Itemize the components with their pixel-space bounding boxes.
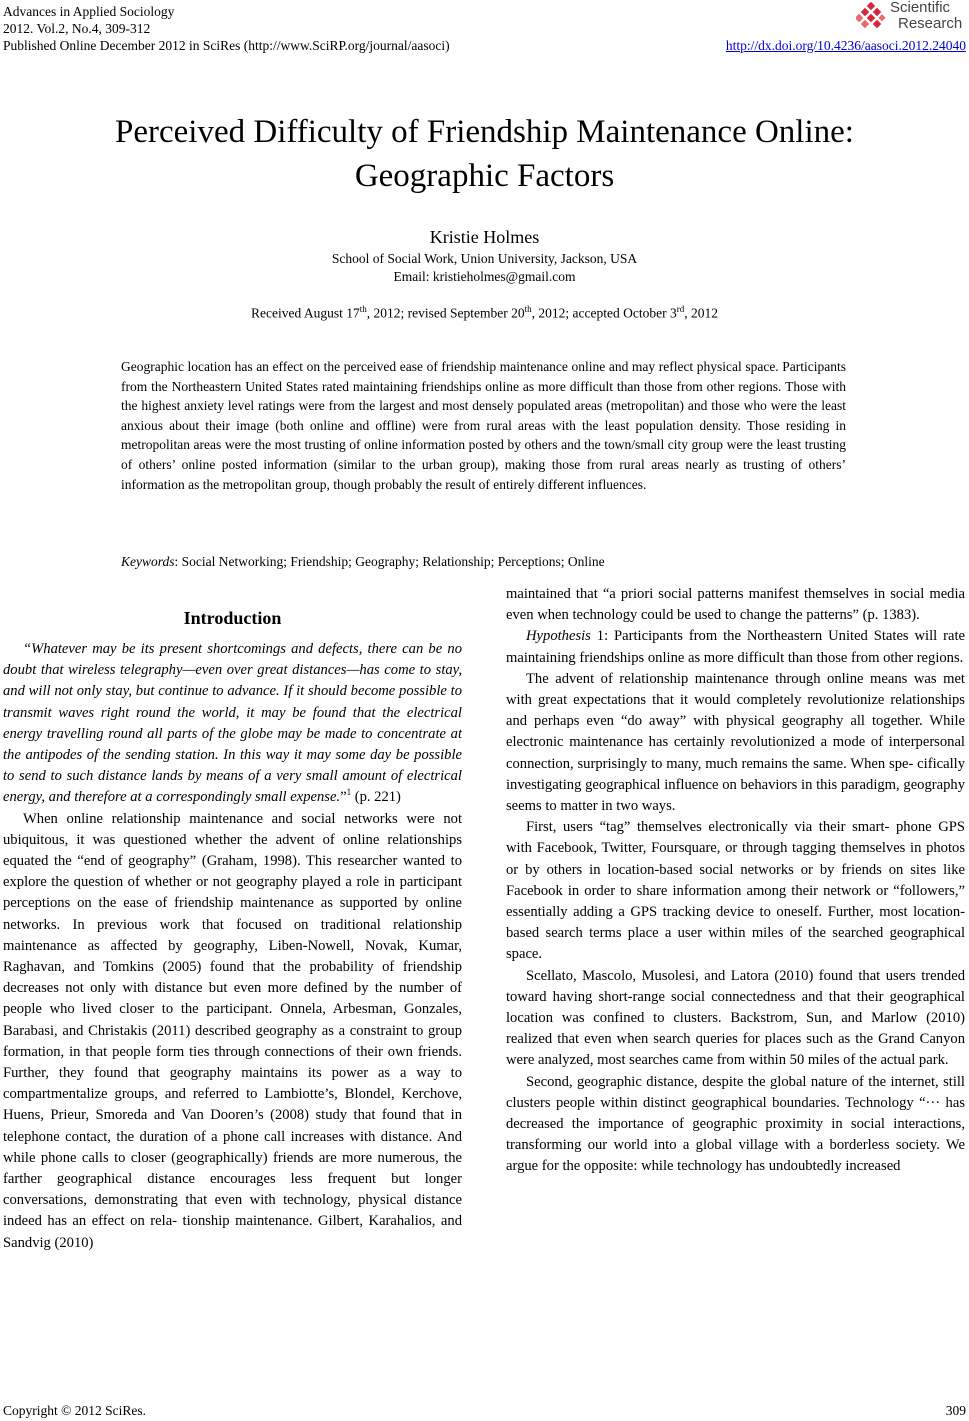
logo-text-line1: Scientific bbox=[890, 0, 951, 16]
journal-published: Published Online December 2012 in SciRes (http://www.SciRP.org/journal/aasoci) bbox=[3, 38, 450, 53]
section-heading-introduction: Introduction bbox=[183, 608, 282, 628]
left-column bbox=[3, 607, 462, 1254]
right-column bbox=[506, 584, 965, 1178]
body-paragraph: When online relationship maintenance and social networks were not ubiquitous, it was questioned whether the advent of online relationships equated the “end of geography” (Graham, 1998). This researcher wanted to explore the question of whether or not geography played a role in participant perceptions on the ease of friendship maintenance as supported by online networks. In previous work that focused on traditional relationship maintenance as affected by geography, Liben-Nowell, Novak, Kumar, Raghavan, and Tomkins (2005) found that the probability of friendship decreases not only with distance but even more defined by the number of people who lived closer to the participant. Onnela, Arbesman, Gonzales, Barabasi, and Christakis (2011) described geography as a constraint to group formation, in that people form ties through connections of their own friends. Further, they found that geography maintains its power as a way to compartmentalize groups, and referred to Lambiotte’s, Blondel, Kerchove, Huens, Prieur, Smoreda and Van Dooren’s (2008) study that found that in telephone contact, the duration of a phone call increases with distance. And while phone calls to closer (geographically) friends are more numerous, the farther geographical distance encourages less frequent but longer conversations, demonstrating that even with technology, physical distance indeed has an effect on rela- tionship maintenance. Gilbert, Karahalios, and Sandvig (2010) bbox=[3, 810, 462, 1251]
doi-link[interactable]: http://dx.doi.org/10.4236/aasoci.2012.24040 bbox=[725, 38, 966, 53]
body-paragraph: Scellato, Mascolo, Musolesi, and Latora (2010) found that users trended toward having short-range social connectedness and that their geographical location was confined to clusters. Backstrom, Sun, and Marlow (2010) realized that even when search queries for places such as the Grand Canyon were analyzed, most searches came from within 50 miles of the actual park. bbox=[506, 967, 965, 1069]
body-paragraph: Second, geographic distance, despite the global nature of the internet, still clusters people within distinct geographical boundaries. Technology “··· has decreased the importance of geographic proximity in social interactions, transforming our world into a global village with a borderless society. We argue for the opposite: while technology has undoubtedly increased bbox=[506, 1073, 965, 1175]
journal-header bbox=[3, 3, 450, 54]
paper-title bbox=[0, 110, 969, 198]
author-name: Kristie Holmes bbox=[429, 227, 540, 247]
body-paragraph: First, users “tag” themselves electronically via their smart- phone GPS with Facebook, Twitter, Foursquare, or through tagging themselves in photos or by others in location-based social networks or by friends on sites like Facebook in order to share information among their network or “followers,” essentially adding a GPS tracking device to oneself. Further, most location-based search terms place a user within miles of the searched geographical space. bbox=[506, 819, 965, 963]
logo-text-line2: Research bbox=[898, 15, 963, 32]
body-paragraph: The advent of relationship maintenance through online means was met with great expectations that it would completely revolutionize relationships and perhaps even “do away” with physical geography all together. While electronic maintenance has certainly revolutionized a mode of interpersonal connection, surprisingly to many, much remains the same. When spe- cifically investigating geographical influence on behaviors in this paradigm, geography seems to matter in two ways. bbox=[506, 670, 965, 815]
author-email: Email: kristieholmes@gmail.com bbox=[393, 269, 576, 284]
page-number: 309 bbox=[945, 1403, 966, 1418]
submission-dates: Received August 17th, 2012; revised September 20th, 2012; accepted October 3rd, 2012 bbox=[251, 304, 718, 321]
keywords-label: Keywords bbox=[121, 554, 175, 569]
keywords bbox=[121, 554, 846, 570]
body-paragraph: maintained that “a priori social patterns manifest themselves in social media even when technology could be used to change the patterns” (p. 1383). bbox=[506, 586, 965, 624]
abstract: Geographic location has an effect on the perceived ease of friendship maintenance online and may reflect physical space. Participants from the Northeastern United States rated maintaining friendships online as more difficult than those from other regions. Those with the highest anxiety level ratings were from the largest and most densely populated areas (metropolitan) and those who were the least anxious about their image (both online and offline) were from rural areas with the least population density. Those residing in metropolitan areas were the most trusting of online information posted by others and the town/small city group were the least trusting of others’ online posted information (similar to the urban group), making those from rural areas nearly as trusting of others’ information as the metropolitan group, though probably the result of entirely different influences. bbox=[121, 359, 846, 492]
logo-diamond-icon bbox=[856, 2, 886, 32]
affiliation-block bbox=[0, 250, 969, 286]
hypothesis-paragraph: Hypothesis 1: Participants from the Northeastern United States will rate maintaining friendships online as more difficult than those from other regions. bbox=[506, 628, 965, 666]
affiliation: School of Social Work, Union University, Jackson, USA bbox=[331, 251, 638, 266]
publisher-logo bbox=[856, 0, 966, 34]
keywords-list: : Social Networking; Friendship; Geography; Relationship; Perceptions; Online bbox=[174, 554, 605, 569]
journal-volume: 2012. Vol.2, No.4, 309-312 bbox=[3, 21, 151, 36]
title-line-1: Perceived Difficulty of Friendship Maintenance Online: bbox=[115, 114, 854, 150]
epigraph-quote: “Whatever may be its present shortcomings and defects, there can be no doubt that wireless telegraphy—even over great distances—has come to stay, and will not only stay, but continue to advance. If it should become possible to transmit waves right round the world, it may be found that the electrical energy travelling round all parts of the globe may be made to concentrate at the antipodes of the sending station. In this way it may some day be possible to send to such distance lands by means of a very small amount of electrical energy, and therefore at a correspondingly small expense.”$^1$ (p. 221) bbox=[3, 641, 462, 806]
title-line-2: Geographic Factors bbox=[354, 158, 615, 194]
copyright-footer: Copyright © 2012 SciRes. bbox=[3, 1403, 147, 1418]
journal-name: Advances in Applied Sociology bbox=[3, 4, 175, 19]
